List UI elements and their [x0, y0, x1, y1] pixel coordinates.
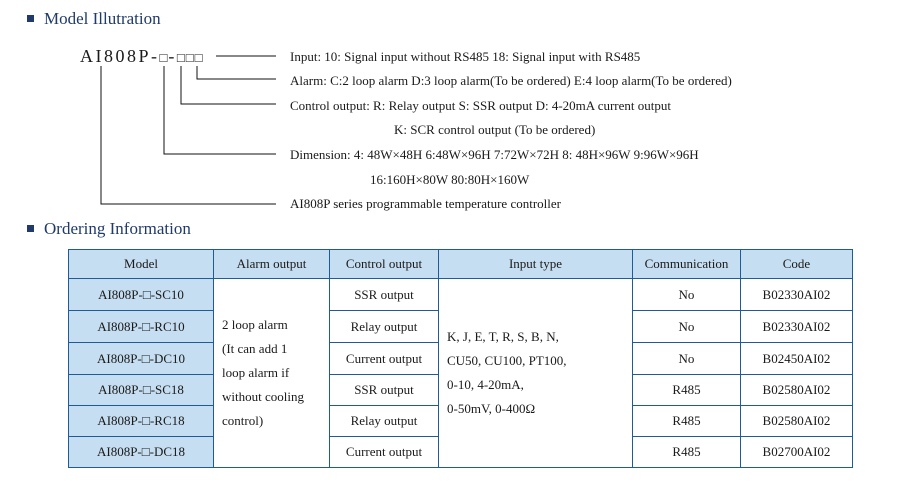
communication-cell: R485 — [633, 406, 741, 437]
desc-control-output: Control output: R: Relay output S: SSR output D: 4-20mA current output — [290, 98, 671, 113]
code-cell: B02580AI02 — [741, 406, 853, 437]
model-box-2: □□□ — [176, 50, 204, 65]
input-type-cell: K, J, E, T, R, S, B, N, CU50, CU100, PT100, 0-10, 4-20mA, 0-50mV, 0-400Ω — [439, 279, 633, 468]
communication-cell: No — [633, 311, 741, 343]
code-cell: B02700AI02 — [741, 437, 853, 468]
header-input-type: Input type — [439, 250, 633, 279]
communication-cell: R485 — [633, 437, 741, 468]
model-cell: AI808P-□-DC10 — [69, 343, 214, 375]
table-row — [69, 279, 853, 311]
header-control-output: Control output — [330, 250, 439, 279]
model-cell: AI808P-□-RC18 — [69, 406, 214, 437]
section-title-model-illustration: Model Illutration — [27, 9, 161, 29]
header-code: Code — [741, 250, 853, 279]
model-cell: AI808P-□-DC18 — [69, 437, 214, 468]
control-output-cell: Current output — [330, 437, 439, 468]
desc-dimension-2: 16:160H×80W 80:80H×160W — [370, 172, 530, 187]
ordering-table — [68, 249, 853, 468]
model-separator: - — [168, 46, 177, 66]
desc-control-output-2: K: SCR control output (To be ordered) — [394, 122, 596, 137]
desc-series: AI808P series programmable temperature controller — [290, 196, 561, 211]
control-output-cell: SSR output — [330, 375, 439, 406]
header-alarm-output: Alarm output — [214, 250, 330, 279]
desc-input: Input: 10: Signal input without RS485 18: Signal input with RS485 — [290, 49, 641, 64]
header-model: Model — [69, 250, 214, 279]
desc-alarm: Alarm: C:2 loop alarm D:3 loop alarm(To be ordered) E:4 loop alarm(To be ordered) — [290, 73, 732, 88]
model-cell: AI808P-□-SC10 — [69, 279, 214, 311]
header-communication: Communication — [633, 250, 741, 279]
model-cell: AI808P-□-SC18 — [69, 375, 214, 406]
control-output-cell: Relay output — [330, 406, 439, 437]
control-output-cell: Current output — [330, 343, 439, 375]
communication-cell: No — [633, 279, 741, 311]
desc-dimension: Dimension: 4: 48W×48H 6:48W×96H 7:72W×72H 8: 48H×96W 9:96W×96H — [290, 147, 699, 162]
section-title-ordering-information: Ordering Information — [27, 219, 191, 239]
model-prefix: AI808P- — [80, 46, 160, 66]
code-cell: B02450AI02 — [741, 343, 853, 375]
table-header-row — [69, 250, 853, 279]
model-box-1: □ — [159, 50, 169, 65]
connector-alarm — [197, 66, 276, 79]
control-output-cell: SSR output — [330, 279, 439, 311]
code-cell: B02330AI02 — [741, 279, 853, 311]
code-cell: B02580AI02 — [741, 375, 853, 406]
connector-control-output — [181, 66, 276, 104]
square-bullet-icon — [27, 225, 34, 232]
connector-series — [101, 66, 276, 204]
code-cell: B02330AI02 — [741, 311, 853, 343]
control-output-cell: Relay output — [330, 311, 439, 343]
communication-cell: R485 — [633, 375, 741, 406]
alarm-output-cell: 2 loop alarm (It can add 1 loop alarm if without cooling control) — [214, 279, 330, 468]
model-cell: AI808P-□-RC10 — [69, 311, 214, 343]
communication-cell: No — [633, 343, 741, 375]
